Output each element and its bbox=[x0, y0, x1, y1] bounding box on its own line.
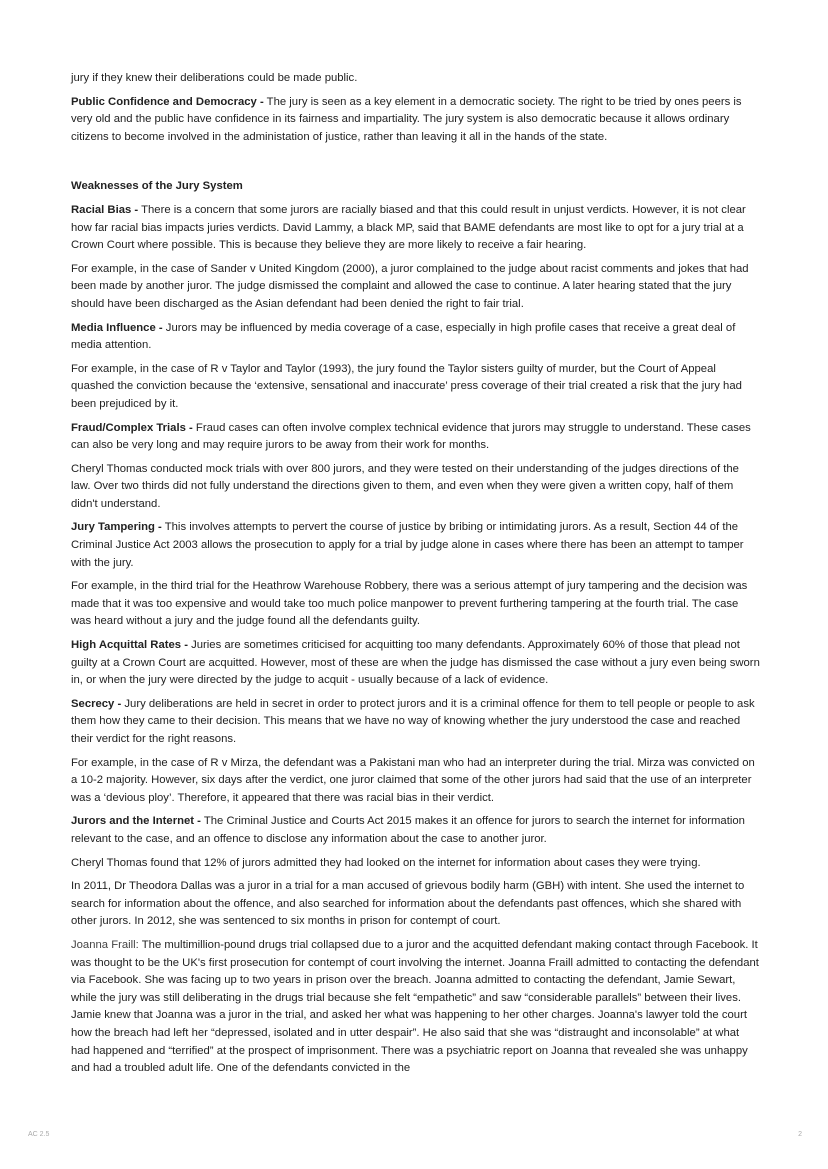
racial-bias-example: For example, in the case of Sander v United Kingdom (2000), a juror complained to the judge about racist comments and jokes that had been made by another juror. The judge dismissed the complaint and allowed the case to continue. A later hearing stated that the jury should have been discharged as the Asian defendant had been denied the right to fair trial. bbox=[71, 262, 749, 310]
acquittal-term: High Acquittal Rates - bbox=[71, 639, 188, 652]
media-influence-text: Jurors may be influenced by media coverage of a case, especially in high profile cases that receive a great deal of media attention. bbox=[71, 321, 736, 352]
document-body bbox=[71, 70, 761, 1084]
fraill-text: The multimillion-pound drugs trial collapsed due to a juror and the acquitted defendant making contact through Facebook. It was thought to be the UK's first prosecution for contempt of court involving the internet. Joanna Fraill admitted to contacting the defendant via Facebook. She was facing up to two years in prison over the breach. Joanna admitted to contacting the defendant, Jamie Sewart, while the jury was still deliberating in the drugs trial because she felt “empathetic” and saw “considerable parallels” between their lives. Jamie knew that Joanna was a juror in the trial, and asked her what was happening to her other charges. Joanna's lawyer told the court how the breach had left her “depressed, isolated and in utter despair”. He also said that she was “distraught and inconsolable” at what had happened and “terrified” at the prospect of imprisonment. There was a psychiatric report on Joanna that revealed she was unhappy and had a troubled adult life. One of the defendants convicted in the bbox=[71, 938, 759, 1075]
secrecy-term: Secrecy - bbox=[71, 697, 122, 710]
secrecy-paragraph bbox=[71, 696, 761, 749]
continuation-text: jury if they knew their deliberations could be made public. bbox=[71, 72, 358, 84]
racial-bias-text: There is a concern that some jurors are racially biased and that this could result in unjust verdicts. However, it is not clear how far racial bias impacts juries verdicts. David Lammy, a black MP, said that BAME defendants are most like to opt for a jury trial at a Crown Court where possible. This is because they believe they are more likely to receive a fair hearing. bbox=[71, 203, 746, 252]
fraud-example: Cheryl Thomas conducted mock trials with over 800 jurors, and they were tested on their understanding of the judges directions of the law. Over two thirds did not fully understand the directions given to them, and even when they were given a written copy, half of them didn't understand. bbox=[71, 462, 739, 510]
fraud-text: Fraud cases can often involve complex technical evidence that jurors may struggle to understand. These cases can also be very long and may require jurors to be away from their work for months. bbox=[71, 421, 751, 452]
page-number: 2 bbox=[798, 1131, 802, 1138]
internet-paragraph bbox=[71, 813, 761, 848]
tampering-paragraph bbox=[71, 519, 761, 572]
continuation-paragraph bbox=[71, 70, 761, 88]
racial-bias-term: Racial Bias - bbox=[71, 203, 139, 216]
fraud-term: Fraud/Complex Trials - bbox=[71, 421, 193, 434]
tampering-term: Jury Tampering - bbox=[71, 521, 162, 534]
secrecy-example: For example, in the case of R v Mirza, the defendant was a Pakistani man who had an interpreter during the trial. Mirza was convicted on a 10-2 majority. However, six days after the verdict, one juror claimed that some of the other jurors had said that the use of an interpreter was a ‘devious ploy’. Therefore, it appeared that there was racial bias in their verdict. bbox=[71, 756, 755, 804]
public-confidence-text: The jury is seen as a key element in a democratic society. The right to be tried by ones peers is very old and the public have confidence in its fairness and impartiality. The jury system is also democratic because it allows ordinary citizens to become involved in the administation of justice, rather than leaving it all in the hands of the state. bbox=[71, 95, 742, 143]
racial-bias-paragraph bbox=[71, 202, 761, 255]
weaknesses-heading: Weaknesses of the Jury System bbox=[71, 180, 243, 193]
public-confidence-paragraph bbox=[71, 94, 761, 147]
media-influence-paragraph bbox=[71, 320, 761, 355]
internet-thomas-paragraph: Cheryl Thomas found that 12% of jurors admitted they had looked on the internet for information about cases they were trying. bbox=[71, 856, 701, 869]
fraill-term: Joanna Fraill: bbox=[71, 938, 139, 951]
footer-code: AC 2.5 bbox=[28, 1131, 50, 1138]
fraud-paragraph bbox=[71, 420, 761, 455]
media-influence-term: Media Influence - bbox=[71, 321, 163, 334]
tampering-text: This involves attempts to pervert the course of justice by bribing or intimidating jurors. As a result, Section 44 of the Criminal Justice Act 2003 allows the prosecution to apply for a trial by judge alone in cases where there has been an attempt to tamper with the jury. bbox=[71, 521, 744, 569]
internet-dallas-paragraph: In 2011, Dr Theodora Dallas was a juror in a trial for a man accused of grievous bodily harm (GBH) with intent. She used the internet to search for information about the offence, and also searched for information about the defendants past offences, which she shared with other jurors. In 2012, she was sentenced to six months in prison for contempt of court. bbox=[71, 880, 745, 928]
tampering-example: For example, in the third trial for the Heathrow Warehouse Robbery, there was a serious attempt of jury tampering and the decision was made that it was too expensive and would take too much police manpower to prevent furthering tampering at the fourth trial. The case was heard without a jury and the judge found all the defendants guilty. bbox=[71, 580, 748, 628]
internet-text: The Criminal Justice and Courts Act 2015 makes it an offence for jurors to search the internet for information relevant to the case, and an offence to disclose any information about the case to another juror. bbox=[71, 815, 745, 845]
acquittal-text: Juries are sometimes criticised for acquitting too many defendants. Approximately 60% of those that plead not guilty at a Crown Court are acquitted. However, most of these are when the judge has dismissed the case without a jury even being sworn in, or when the jury were directed by the judge to acquit - usually because of a lack of evidence. bbox=[71, 639, 760, 687]
acquittal-paragraph bbox=[71, 637, 761, 690]
public-confidence-term: Public Confidence and Democracy - bbox=[71, 95, 264, 108]
fraill-paragraph bbox=[71, 937, 761, 1078]
media-influence-example: For example, in the case of R v Taylor and Taylor (1993), the jury found the Taylor sisters guilty of murder, but the Court of Appeal quashed the conviction because the ‘extensive, sensational and inaccurate’ press coverage of their trial created a risk that the jury had been prejudiced by it. bbox=[71, 362, 742, 410]
internet-term: Jurors and the Internet - bbox=[71, 815, 201, 828]
secrecy-text: Jury deliberations are held in secret in order to protect jurors and it is a criminal offence for them to tell people or people to ask them how they came to their decision. This means that we have no way of knowing whether the jury understood the case and reached their verdict for the right reasons. bbox=[71, 697, 755, 745]
